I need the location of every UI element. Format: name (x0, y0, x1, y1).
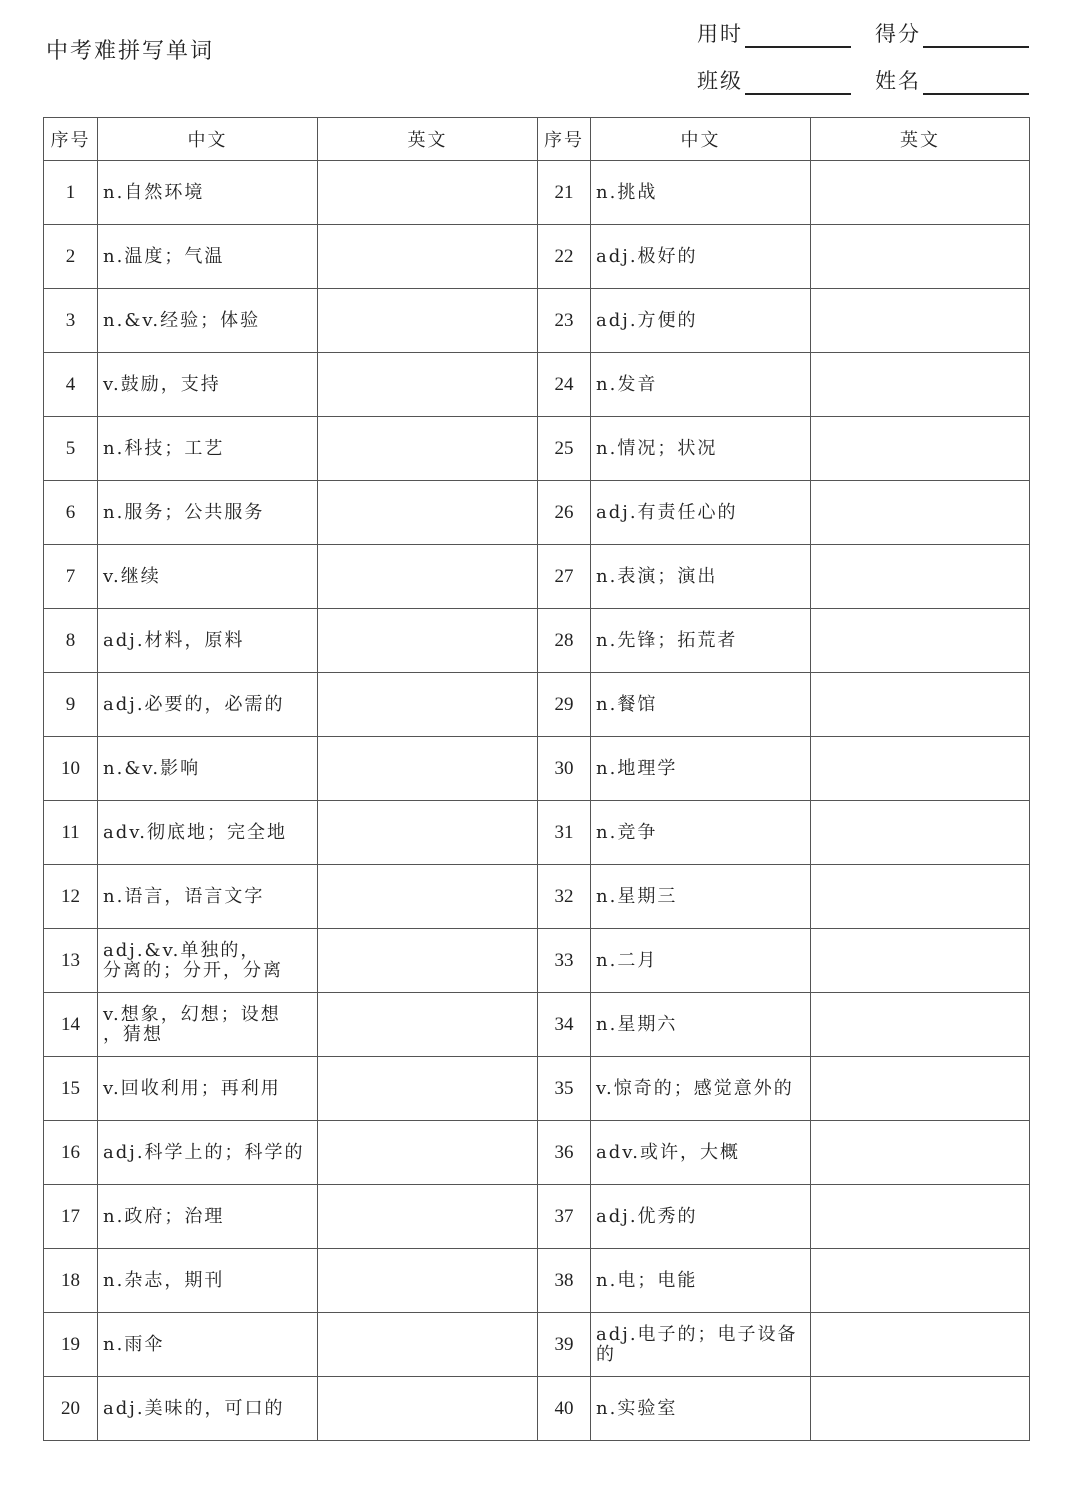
table-row (44, 993, 1030, 1057)
english-answer-cell[interactable] (318, 225, 538, 289)
chinese-meaning: n.&v.影响 (98, 737, 318, 801)
chinese-meaning: n.&v.经验；体验 (98, 289, 318, 353)
name-blank[interactable] (923, 69, 1029, 95)
english-answer-cell[interactable] (318, 1057, 538, 1121)
word-number: 11 (44, 801, 98, 865)
name-field[interactable] (875, 65, 1029, 95)
table-row (44, 865, 1030, 929)
word-number: 34 (538, 993, 591, 1057)
english-answer-cell[interactable] (811, 225, 1030, 289)
chinese-meaning: adj.必要的，必需的 (98, 673, 318, 737)
word-number: 19 (44, 1313, 98, 1377)
table-row (44, 1185, 1030, 1249)
chinese-meaning: n.表演；演出 (591, 545, 811, 609)
word-number: 17 (44, 1185, 98, 1249)
table-row (44, 1249, 1030, 1313)
english-answer-cell[interactable] (811, 993, 1030, 1057)
chinese-meaning: n.雨伞 (98, 1313, 318, 1377)
word-number: 12 (44, 865, 98, 929)
word-number: 27 (538, 545, 591, 609)
chinese-meaning: adj.方便的 (591, 289, 811, 353)
table-row (44, 161, 1030, 225)
english-answer-cell[interactable] (811, 481, 1030, 545)
column-header-number: 序号 (538, 118, 591, 161)
english-answer-cell[interactable] (811, 353, 1030, 417)
table-header-row (44, 118, 1030, 161)
chinese-meaning: v.惊奇的；感觉意外的 (591, 1057, 811, 1121)
english-answer-cell[interactable] (811, 1121, 1030, 1185)
vocabulary-table (43, 117, 1030, 1441)
chinese-meaning: n.语言，语言文字 (98, 865, 318, 929)
score-field[interactable] (875, 18, 1029, 48)
word-number: 3 (44, 289, 98, 353)
word-number: 15 (44, 1057, 98, 1121)
word-number: 31 (538, 801, 591, 865)
chinese-meaning: n.电；电能 (591, 1249, 811, 1313)
column-header-chinese: 中文 (98, 118, 318, 161)
chinese-meaning: n.先锋；拓荒者 (591, 609, 811, 673)
table-row (44, 801, 1030, 865)
english-answer-cell[interactable] (811, 609, 1030, 673)
english-answer-cell[interactable] (811, 417, 1030, 481)
word-number: 40 (538, 1377, 591, 1441)
english-answer-cell[interactable] (811, 1185, 1030, 1249)
table-row (44, 737, 1030, 801)
english-answer-cell[interactable] (318, 929, 538, 993)
english-answer-cell[interactable] (811, 673, 1030, 737)
chinese-meaning: adj.材料，原料 (98, 609, 318, 673)
chinese-meaning: n.温度；气温 (98, 225, 318, 289)
chinese-meaning: adj.美味的，可口的 (98, 1377, 318, 1441)
table-row (44, 417, 1030, 481)
table-row (44, 1377, 1030, 1441)
class-field[interactable] (697, 65, 851, 95)
word-number: 22 (538, 225, 591, 289)
time-label: 用时 (697, 22, 743, 46)
word-number: 38 (538, 1249, 591, 1313)
word-number: 6 (44, 481, 98, 545)
table-row (44, 545, 1030, 609)
english-answer-cell[interactable] (811, 545, 1030, 609)
english-answer-cell[interactable] (811, 1057, 1030, 1121)
word-number: 20 (44, 1377, 98, 1441)
class-label: 班级 (697, 69, 743, 93)
chinese-meaning: adj.科学上的；科学的 (98, 1121, 318, 1185)
word-number: 18 (44, 1249, 98, 1313)
word-number: 24 (538, 353, 591, 417)
english-answer-cell[interactable] (318, 289, 538, 353)
table-row (44, 1313, 1030, 1377)
word-number: 10 (44, 737, 98, 801)
chinese-meaning: v.想象，幻想；设想 ，猜想 (98, 993, 318, 1057)
word-number: 37 (538, 1185, 591, 1249)
word-number: 36 (538, 1121, 591, 1185)
chinese-meaning: n.地理学 (591, 737, 811, 801)
table-row (44, 929, 1030, 993)
chinese-meaning: n.二月 (591, 929, 811, 993)
chinese-meaning: n.挑战 (591, 161, 811, 225)
column-header-number: 序号 (44, 118, 98, 161)
chinese-meaning: n.服务；公共服务 (98, 481, 318, 545)
table-row (44, 1121, 1030, 1185)
chinese-meaning: adv.彻底地；完全地 (98, 801, 318, 865)
chinese-meaning: adj.有责任心的 (591, 481, 811, 545)
chinese-meaning: n.杂志，期刊 (98, 1249, 318, 1313)
name-label: 姓名 (875, 69, 921, 93)
chinese-meaning: v.继续 (98, 545, 318, 609)
chinese-meaning: adj.优秀的 (591, 1185, 811, 1249)
english-answer-cell[interactable] (811, 1377, 1030, 1441)
chinese-meaning: n.发音 (591, 353, 811, 417)
english-answer-cell[interactable] (811, 801, 1030, 865)
chinese-meaning: n.科技；工艺 (98, 417, 318, 481)
word-number: 39 (538, 1313, 591, 1377)
column-header-english: 英文 (811, 118, 1030, 161)
chinese-meaning: n.餐馆 (591, 673, 811, 737)
word-number: 2 (44, 225, 98, 289)
worksheet-title: 中考难拼写单词 (46, 39, 215, 64)
chinese-meaning: n.自然环境 (98, 161, 318, 225)
word-number: 25 (538, 417, 591, 481)
english-answer-cell[interactable] (318, 1249, 538, 1313)
english-answer-cell[interactable] (318, 1121, 538, 1185)
english-answer-cell[interactable] (318, 609, 538, 673)
word-number: 13 (44, 929, 98, 993)
chinese-meaning: n.政府；治理 (98, 1185, 318, 1249)
english-answer-cell[interactable] (318, 481, 538, 545)
english-answer-cell[interactable] (811, 737, 1030, 801)
word-number: 23 (538, 289, 591, 353)
chinese-meaning: adv.或许，大概 (591, 1121, 811, 1185)
table-row (44, 225, 1030, 289)
chinese-meaning: adj.极好的 (591, 225, 811, 289)
chinese-meaning: n.竞争 (591, 801, 811, 865)
english-answer-cell[interactable] (318, 161, 538, 225)
word-number: 9 (44, 673, 98, 737)
word-number: 16 (44, 1121, 98, 1185)
chinese-meaning: n.星期六 (591, 993, 811, 1057)
word-number: 14 (44, 993, 98, 1057)
word-number: 30 (538, 737, 591, 801)
word-number: 7 (44, 545, 98, 609)
chinese-meaning: n.星期三 (591, 865, 811, 929)
english-answer-cell[interactable] (318, 865, 538, 929)
class-blank[interactable] (745, 69, 851, 95)
column-header-english: 英文 (318, 118, 538, 161)
table-row (44, 609, 1030, 673)
table-row (44, 353, 1030, 417)
english-answer-cell[interactable] (811, 289, 1030, 353)
english-answer-cell[interactable] (318, 1313, 538, 1377)
word-number: 32 (538, 865, 591, 929)
word-number: 8 (44, 609, 98, 673)
english-answer-cell[interactable] (811, 929, 1030, 993)
word-number: 1 (44, 161, 98, 225)
word-number: 35 (538, 1057, 591, 1121)
word-number: 26 (538, 481, 591, 545)
chinese-meaning: adj.电子的；电子设备 的 (591, 1313, 811, 1377)
chinese-meaning: v.回收利用；再利用 (98, 1057, 318, 1121)
table-row (44, 481, 1030, 545)
table-row (44, 1057, 1030, 1121)
english-answer-cell[interactable] (318, 801, 538, 865)
english-answer-cell[interactable] (811, 1313, 1030, 1377)
english-answer-cell[interactable] (318, 673, 538, 737)
word-number: 28 (538, 609, 591, 673)
english-answer-cell[interactable] (811, 161, 1030, 225)
word-number: 4 (44, 353, 98, 417)
english-answer-cell[interactable] (318, 353, 538, 417)
chinese-meaning: adj.&v.单独的， 分离的；分开，分离 (98, 929, 318, 993)
score-label: 得分 (875, 22, 921, 46)
english-answer-cell[interactable] (811, 1249, 1030, 1313)
column-header-chinese: 中文 (591, 118, 811, 161)
english-answer-cell[interactable] (811, 865, 1030, 929)
english-answer-cell[interactable] (318, 1185, 538, 1249)
time-field[interactable] (697, 18, 851, 48)
word-number: 33 (538, 929, 591, 993)
english-answer-cell[interactable] (318, 993, 538, 1057)
table-row (44, 289, 1030, 353)
english-answer-cell[interactable] (318, 1377, 538, 1441)
word-number: 21 (538, 161, 591, 225)
chinese-meaning: n.实验室 (591, 1377, 811, 1441)
time-blank[interactable] (745, 22, 851, 48)
english-answer-cell[interactable] (318, 545, 538, 609)
word-number: 5 (44, 417, 98, 481)
chinese-meaning: n.情况；状况 (591, 417, 811, 481)
score-blank[interactable] (923, 22, 1029, 48)
english-answer-cell[interactable] (318, 737, 538, 801)
english-answer-cell[interactable] (318, 417, 538, 481)
table-row (44, 673, 1030, 737)
chinese-meaning: v.鼓励，支持 (98, 353, 318, 417)
word-number: 29 (538, 673, 591, 737)
